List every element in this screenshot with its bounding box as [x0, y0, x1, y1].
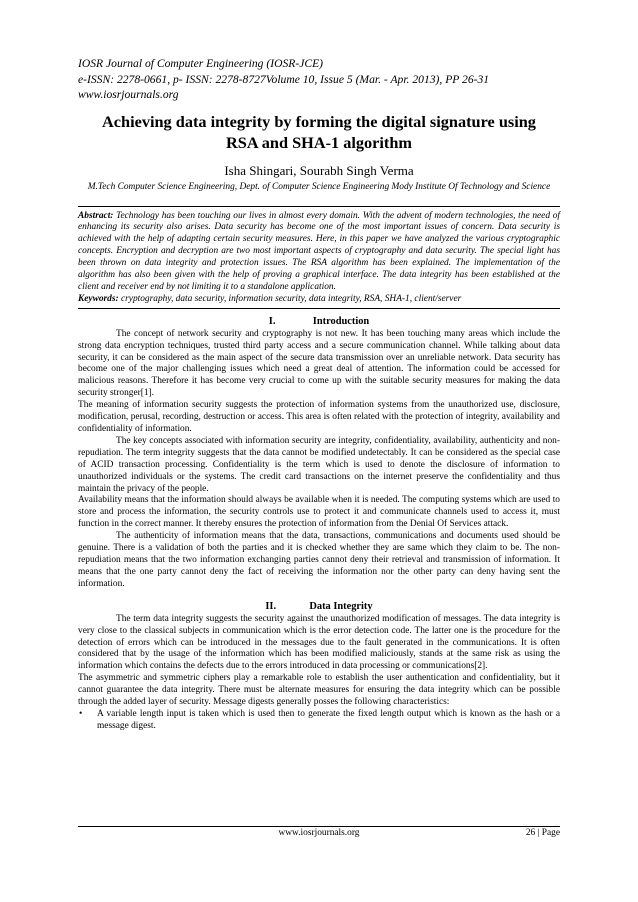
- list-item-text: A variable length input is taken which is used then to generate the fixed length output which is known as the hash or a message digest.: [97, 708, 560, 731]
- section-title: Introduction: [312, 315, 370, 327]
- abstract-block: [78, 206, 560, 309]
- title-line-2: RSA and SHA-1 algorithm: [226, 132, 412, 152]
- abstract: [78, 211, 560, 294]
- authors: Isha Shingari, Sourabh Singh Verma: [224, 162, 414, 178]
- bullet-icon: •: [79, 708, 83, 719]
- page-footer: [78, 826, 560, 841]
- affiliation: M.Tech Computer Science Engineering, Dept. of Computer Science Engineering Mody Institute Of Technology and Science: [87, 181, 551, 192]
- paragraph: The authenticity of information means that the data, transactions, communications and documents used should be genuine. There is a validation of both the parties and it is checked whether they are same which they claim to be. The non-repudiation means that the two information exchanging parties cannot deny their retrieval and transmission of information. It means that the one party cannot deny the fact of receiving the information nor the other party can deny having sent the information.: [78, 531, 560, 589]
- paper-title: [86, 111, 552, 153]
- keywords: [78, 294, 560, 306]
- abstract-text: Technology has been touching our lives in almost every domain. With the advent of modern technologies, the need of enhancing its security also arises. Data security has become one of the most important issues of concern. Data security is achieved with the help of adapting certain security measures. Here, in this paper we have analyzed the various cryptographic concepts. Encryption and decryption are two most important aspects of cryptography and data security. The special light has been thrown on data integrity and protection issues. The RSA algorithm has been explained. The implementation of the algorithm has also been given with the help of proving a graphical interface. The data integrity has been established at the client and receiver end by not limiting it to a standalone application.: [78, 210, 561, 292]
- paragraph: The meaning of information security suggests the protection of information systems from the unauthorized use, disclosure, modification, perusal, recording, destruction or access. This area is often related with the protection of integrity, availability and confidentiality of information.: [78, 400, 560, 434]
- section-heading-introduction: [78, 315, 560, 329]
- keywords-text: cryptography, data security, information security, data integrity, RSA, SHA-1, client/server: [120, 293, 462, 304]
- page-number: 26 | Page: [525, 828, 560, 838]
- data-integrity-body: [78, 614, 560, 733]
- paragraph: The term data integrity suggests the security against the unauthorized modification of messages. The data integrity is very close to the classical subjects in communication which is the error detection code. The latter one is the procedure for the detection of errors which can be introduced in the messages due to the fault generated in the communications. It is often considered that by the usage of the information which has been modified maliciously, stands at the same risk as using the information which contains the defects due to the errors introduced in data processing or communications[2].: [78, 613, 560, 672]
- section-number: II.: [265, 600, 277, 612]
- journal-website: www.iosrjournals.org: [78, 88, 179, 101]
- bullet-list: [78, 709, 560, 733]
- footer-website: www.iosrjournals.org: [278, 828, 360, 838]
- paragraph: The concept of network security and cryptography is not new. It has been touching many areas which include the strong data encryption techniques, trusted third party access and a secure communication channel. While talking about data security, it can be considered as the main aspect of the secure data transmission over an unreliable network. Data security has become one of the major challenging issues which need a great deal of attention. The information could be accessed for malicious reasons. Therefore it has become very crucial to come up with the suitable security measures for making the data security stronger[1].: [78, 328, 560, 399]
- journal-name: IOSR Journal of Computer Engineering (IOSR-JCE): [78, 57, 324, 70]
- list-item: [78, 709, 560, 733]
- keywords-label: Keywords:: [78, 293, 119, 304]
- paragraph: The asymmetric and symmetric ciphers play a remarkable role to establish the user authentication and confidentiality, but it cannot guarantee the data integrity. There must be alternate measures for ensuring the data integrity which can be possible through the added layer of security. Message digests generally posses the following characteristics:: [78, 673, 560, 708]
- paper-page: [78, 56, 560, 733]
- section-title: Data Integrity: [309, 600, 373, 612]
- journal-header: [78, 56, 560, 103]
- introduction-body: [78, 329, 560, 591]
- section-number: I.: [268, 315, 276, 327]
- section-heading-data-integrity: [78, 600, 560, 614]
- title-line-1: Achieving data integrity by forming the digital signature using: [102, 111, 536, 131]
- paragraph: The key concepts associated with information security are integrity, confidentiality, availability, authenticity and non-repudiation. The term integrity suggests that the data cannot be modified undetectably. It can be considered as the special case of ACID transaction processing. Confidentiality is the term which is used to denote the disclosure of information to unauthorized individuals or the systems. The credit card transactions on the internet preserve the confidentiality and thus maintain the privacy of the people.: [78, 435, 560, 494]
- journal-issn: e-ISSN: 2278-0661, p- ISSN: 2278-8727Volume 10, Issue 5 (Mar. - Apr. 2013), PP 26-31: [78, 72, 490, 86]
- paragraph: Availability means that the information should always be available when it is needed. The computing systems which are used to store and process the information, the security controls use to protect it and communicate channels used to access it, must function in the correct manner. It thereby ensures the protection of information from the Denial Of Services attack.: [78, 495, 560, 530]
- abstract-label: Abstract:: [78, 210, 114, 221]
